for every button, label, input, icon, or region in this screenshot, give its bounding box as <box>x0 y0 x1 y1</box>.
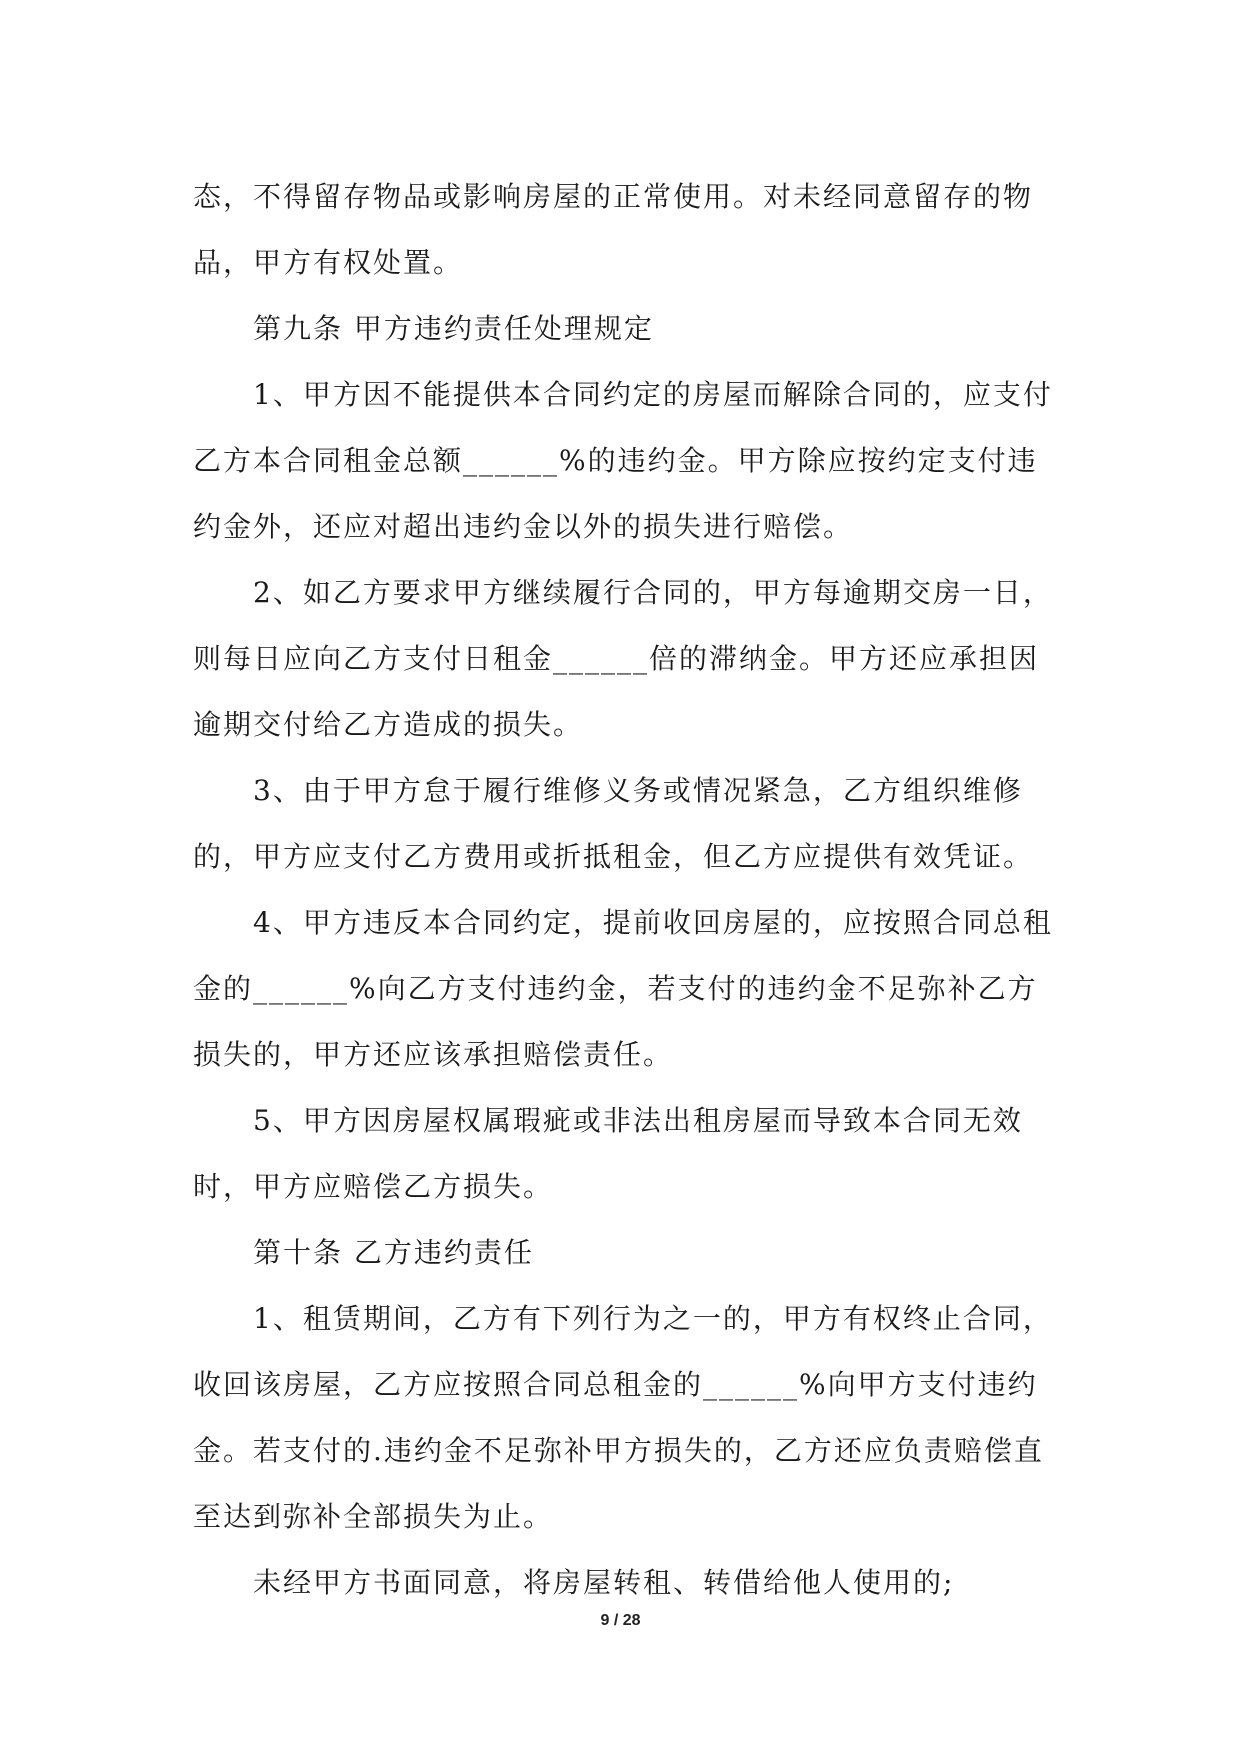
clause-paragraph: 4、甲方违反本合同约定，提前收回房屋的，应按照合同总租金的______%向乙方支付违约金，若支付的违约金不足弥补乙方损失的，甲方还应该承担赔偿责任。 <box>193 906 1053 1071</box>
clause-paragraph: 2、如乙方要求甲方继续履行合同的，甲方每逾期交房一日，则每日应向乙方支付日租金______倍的滞纳金。甲方还应承担因逾期交付给乙方造成的损失。 <box>193 576 1053 741</box>
clause-paragraph: 5、甲方因房屋权属瑕疵或非法出租房屋而导致本合同无效时，甲方应赔偿乙方损失。 <box>193 1104 1023 1203</box>
section-heading-article-9: 第九条 甲方违约责任处理规定 <box>253 312 654 345</box>
paragraph-continuation: 态，不得留存物品或影响房屋的正常使用。对未经同意留存的物品，甲方有权处置。 <box>193 180 1034 279</box>
clause-paragraph: 1、甲方因不能提供本合同约定的房屋而解除合同的，应支付乙方本合同租金总额______%的违约金。甲方除应按约定支付违约金外，还应对超出违约金以外的损失进行赔偿。 <box>193 378 1053 543</box>
document-body <box>193 164 1059 1616</box>
page-number: 9 / 28 <box>600 1612 641 1629</box>
section-heading-article-10: 第十条 乙方违约责任 <box>253 1236 534 1269</box>
clause-paragraph: 未经甲方书面同意，将房屋转租、转借给他人使用的; <box>253 1566 955 1599</box>
clause-paragraph: 1、租赁期间，乙方有下列行为之一的，甲方有权终止合同，收回该房屋，乙方应按照合同总租金的______%向甲方支付违约金。若支付的.违约金不足弥补甲方损失的，乙方还应负责赔偿直至达到弥补全部损失为止。 <box>193 1302 1053 1533</box>
clause-paragraph: 3、由于甲方怠于履行维修义务或情况紧急，乙方组织维修的，甲方应支付乙方费用或折抵租金，但乙方应提供有效凭证。 <box>193 774 1034 873</box>
